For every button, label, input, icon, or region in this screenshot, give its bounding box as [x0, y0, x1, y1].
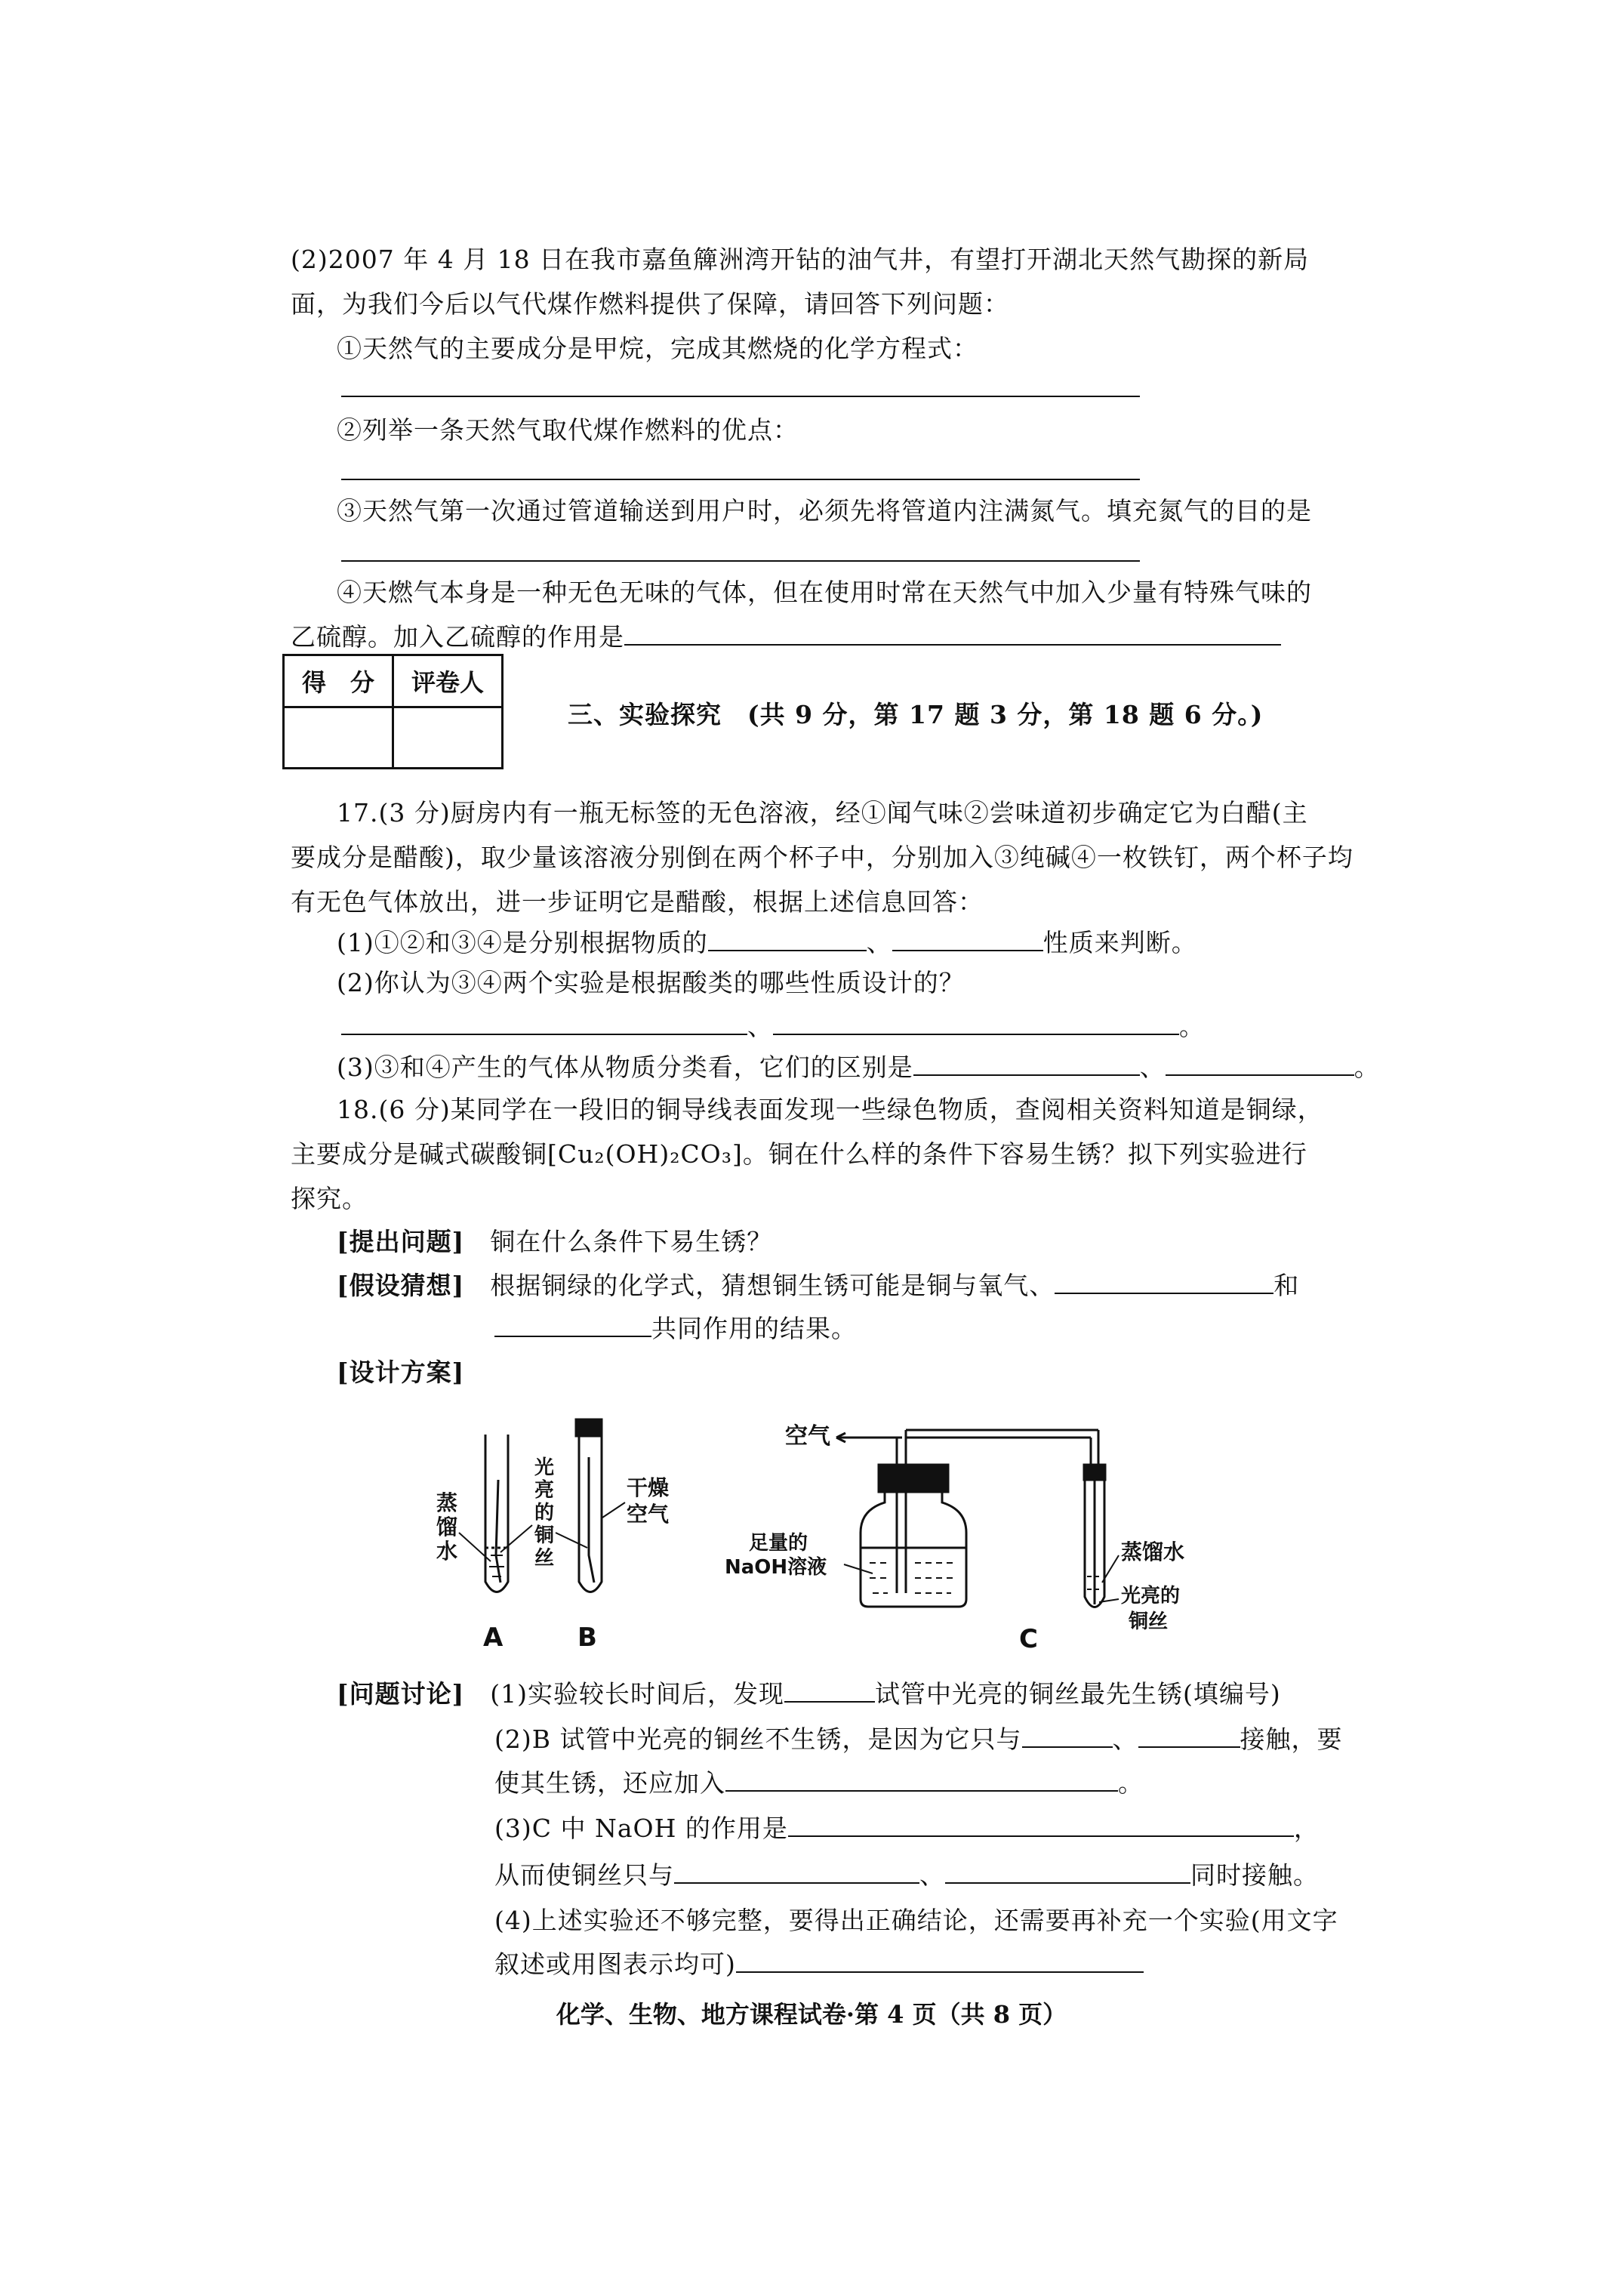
q18-discussion-4: (4)上述实验还不够完整，要得出正确结论，还需要再补充一个实验(用文字 [494, 1906, 1338, 1935]
q18-d3-blank-2[interactable] [674, 1860, 919, 1884]
q18-d3-prompt2: 从而使铜丝只与 [494, 1860, 674, 1890]
svg-text:足量的: 足量的 [749, 1532, 808, 1555]
q18-d2-prompt2: 使其生锈，还应加入 [494, 1768, 725, 1798]
q18-hyp-blank-1[interactable] [1055, 1270, 1273, 1294]
q18-d4-blank[interactable] [736, 1949, 1144, 1973]
q18-d2-sep: 、 [1112, 1724, 1138, 1754]
q18-d3-prompt: (3)C 中 NaOH 的作用是 [494, 1814, 788, 1843]
q18-hypothesis [337, 1269, 1299, 1302]
q18-hyp-blank-2[interactable] [494, 1313, 651, 1337]
experiment-diagram [423, 1404, 1359, 1661]
q17-part2-answers [341, 1010, 1205, 1043]
q18-d2-blank-3[interactable] [725, 1767, 1118, 1792]
tube-a-water-label [436, 1490, 457, 1564]
svg-text:铜: 铜 [534, 1524, 555, 1547]
q16-item4-line2 [291, 621, 1281, 654]
q18-d3-sep: 、 [919, 1860, 945, 1890]
apparatus-c [836, 1430, 1105, 1607]
dry-air-label [627, 1475, 669, 1527]
q16-item2: ②列举一条天然气取代煤作燃料的优点： [337, 415, 799, 445]
q17-part1-sep: 、 [866, 928, 892, 957]
svg-text:馏: 馏 [436, 1515, 458, 1539]
naoh-pointer [844, 1564, 873, 1573]
q16-item2-answer-line[interactable] [341, 479, 1140, 480]
label-a: A [483, 1623, 504, 1653]
q16-item3-answer-line[interactable] [341, 560, 1140, 562]
q18-discussion-1 [337, 1678, 1281, 1711]
q18-d2-end: 。 [1118, 1768, 1144, 1798]
q17-part2-sep: 、 [747, 1012, 773, 1041]
q18-d1-prompt: (1)实验较长时间后，发现 [490, 1679, 784, 1709]
q18-d2-blank-2[interactable] [1138, 1724, 1240, 1748]
q17-part1-blank-2[interactable] [892, 927, 1043, 951]
svg-text:NaOH溶液: NaOH溶液 [725, 1556, 827, 1579]
svg-text:铜丝: 铜丝 [1129, 1610, 1169, 1633]
tube-c-wire-label [1121, 1585, 1180, 1633]
q17-part2-end: 。 [1179, 1012, 1205, 1041]
q16-item4-prompt: 乙硫醇。加入乙硫醇的作用是 [291, 622, 624, 652]
q18-d1-blank[interactable] [784, 1678, 875, 1703]
q17-part1-prompt: (1)①②和③④是分别根据物质的 [337, 928, 708, 957]
svg-text:干燥: 干燥 [627, 1475, 670, 1500]
q16-item3: ③天然气第一次通过管道输送到用户时，必须先将管道内注满氮气。填充氮气的目的是 [337, 496, 1312, 525]
q17-stem-line2: 要成分是醋酸)，取少量该溶液分别倒在两个杯子中，分别加入③纯碱④一枚铁钉，两个杯子均 [291, 843, 1354, 872]
q18-stem-line1: 18.(6 分)某同学在一段旧的铜导线表面发现一些绿色物质，查阅相关资料知道是铜绿， [337, 1095, 1323, 1124]
q17-stem-line1: 17.(3 分)厨房内有一瓶无标签的无色溶液，经①闻气味②尝味道初步确定它为白醋(主 [337, 798, 1308, 827]
svg-text:光: 光 [534, 1456, 555, 1479]
svg-text:丝: 丝 [534, 1547, 555, 1570]
q17-part3-end: 。 [1354, 1052, 1380, 1082]
q18-hyp-text: 根据铜绿的化学式，猜想铜生锈可能是铜与氧气、 [490, 1271, 1055, 1300]
label-c: C [1019, 1624, 1038, 1654]
svg-text:光亮的: 光亮的 [1121, 1585, 1181, 1607]
section3-title: 三、实验探究 (共 9 分，第 17 题 3 分，第 18 题 6 分。) [568, 700, 1264, 729]
q18-discussion-4b [494, 1948, 1144, 1981]
naoh-label [725, 1532, 827, 1579]
q18-hyp-and: 和 [1273, 1271, 1300, 1300]
grader-cell[interactable] [393, 707, 503, 769]
q17-stem-line3: 有无色气体放出，进一步证明它是醋酸，根据上述信息回答： [291, 887, 984, 917]
q18-design-tag: [设计方案] [337, 1358, 465, 1387]
q17-part2-blank-2[interactable] [773, 1011, 1179, 1035]
q18-d2-suffix: 接触，要 [1240, 1724, 1343, 1754]
svg-text:空气: 空气 [627, 1502, 670, 1527]
q17-part3-blank-2[interactable] [1166, 1052, 1354, 1076]
q18-discussion-3 [494, 1812, 1320, 1845]
dry-air-pointer [602, 1502, 625, 1518]
q18-d3-blank-3[interactable] [945, 1860, 1190, 1884]
q18-d3-end: ， [1293, 1814, 1320, 1843]
q17-part2-blank-1[interactable] [341, 1011, 747, 1035]
q17-part3-prompt: (3)③和④产生的气体从物质分类看，它们的区别是 [337, 1052, 913, 1082]
bright-wire-label-vertical [534, 1456, 554, 1570]
q16-item1: ①天然气的主要成分是甲烷，完成其燃烧的化学方程式： [337, 334, 978, 363]
q18-d2-blank-1[interactable] [1022, 1724, 1113, 1748]
q16-item4-answer-blank[interactable] [624, 621, 1281, 646]
q18-ask [337, 1225, 772, 1259]
grader-header: 评卷人 [393, 655, 503, 707]
q18-d3-blank-1[interactable] [788, 1813, 1294, 1837]
q17-part1-suffix: 性质来判断。 [1042, 928, 1197, 957]
score-header: 得 分 [284, 655, 393, 707]
q18-disc-tag: [问题讨论] [337, 1679, 465, 1709]
q17-part1 [337, 926, 1197, 960]
air-label: 空气 [785, 1423, 830, 1450]
q17-part3-sep: 、 [1139, 1052, 1166, 1082]
q18-d4-prompt: 叙述或用图表示均可) [494, 1949, 736, 1979]
q18-discussion-2 [494, 1723, 1343, 1756]
q18-hyp-tag: [假设猜想] [337, 1271, 465, 1300]
tube-c-water-label: 蒸馏水 [1121, 1539, 1185, 1564]
svg-text:亮: 亮 [534, 1479, 555, 1502]
q18-d3-suffix: 同时接触。 [1190, 1860, 1319, 1890]
svg-text:的: 的 [534, 1502, 555, 1524]
svg-text:蒸: 蒸 [436, 1490, 458, 1515]
svg-text:水: 水 [436, 1539, 458, 1564]
q17-part1-blank-1[interactable] [708, 927, 867, 951]
q18-hypothesis-line2 [494, 1312, 857, 1345]
q17-part3 [337, 1051, 1380, 1084]
page-footer: 化学、生物、地方课程试卷·第 4 页（共 8 页） [556, 2000, 1067, 2029]
q18-d1-suffix: 试管中光亮的铜丝最先生锈(填编号) [874, 1679, 1281, 1709]
q16-intro-line1: (2)2007 年 4 月 18 日在我市嘉鱼簰洲湾开钻的油气井，有望打开湖北天然气勘探的新局 [291, 245, 1310, 274]
q17-part3-blank-1[interactable] [913, 1052, 1140, 1076]
q16-item4-line1: ④天燃气本身是一种无色无味的气体，但在使用时常在天然气中加入少量有特殊气味的 [337, 578, 1312, 607]
q18-d2-prompt: (2)B 试管中光亮的铜丝不生锈，是因为它只与 [494, 1724, 1022, 1754]
tube-a [485, 1435, 508, 1592]
q18-hyp-text2: 共同作用的结果。 [651, 1314, 857, 1343]
q16-intro-line2: 面，为我们今后以气代煤作燃料提供了保障，请回答下列问题： [291, 289, 1009, 319]
q17-part2: (2)你认为③④两个实验是根据酸类的哪些性质设计的？ [337, 968, 965, 997]
q18-stem-line2: 主要成分是碱式碳酸铜[Cu₂(OH)₂CO₃]。铜在什么样的条件下容易生锈？拟下列实验进行 [291, 1139, 1307, 1169]
tube-b [576, 1419, 602, 1592]
q18-ask-tag: [提出问题] [337, 1227, 465, 1256]
score-cell[interactable] [284, 707, 393, 769]
q18-stem-line3: 探究。 [291, 1184, 368, 1213]
q18-ask-text: 铜在什么条件下易生锈？ [490, 1227, 773, 1256]
q18-discussion-3b [494, 1859, 1319, 1892]
score-table [282, 654, 504, 769]
q18-discussion-2b [494, 1767, 1144, 1800]
label-b: B [577, 1623, 597, 1653]
q16-item1-answer-line[interactable] [341, 396, 1140, 397]
